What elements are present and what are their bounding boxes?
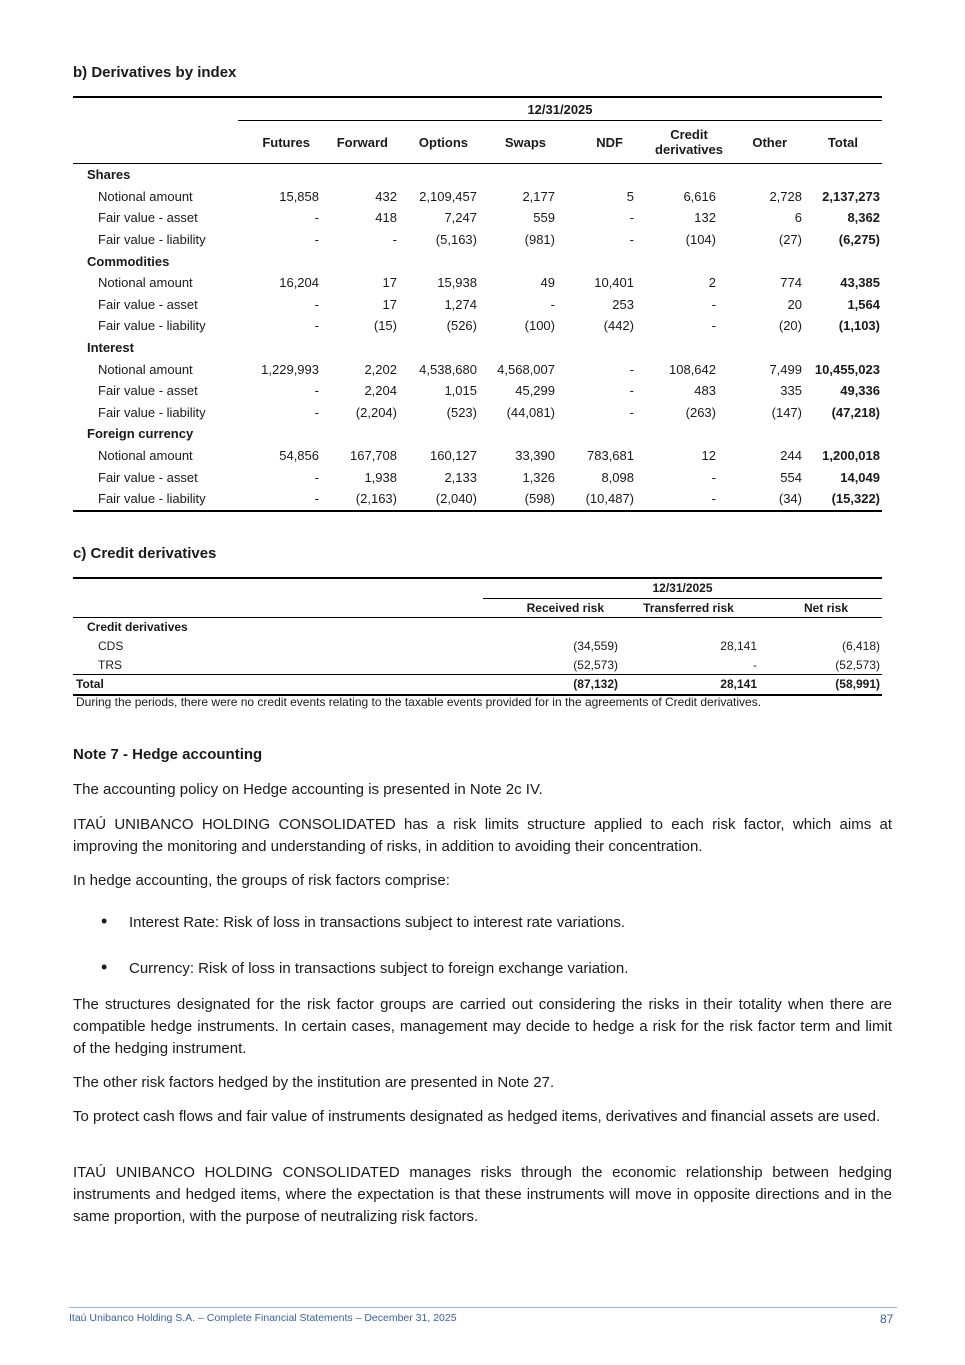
value-cell: 167,708 [350,448,397,464]
total-label: Total [73,674,483,694]
credit-column-header: Net risk [759,598,882,618]
value-cell: (27) [778,232,802,248]
credit-period-header: 12/31/2025 [483,578,882,598]
value-cell: - [711,318,716,334]
table-row [73,186,882,208]
value-cell: 5 [626,188,634,204]
value-cell: 20 [787,296,802,312]
row-label: Notional amount [98,361,193,377]
value-cell: 17 [382,296,397,312]
total-cell: (15,322) [805,488,882,511]
value-cell: 28,141 [720,639,757,654]
value-cell: 554 [780,469,802,485]
value-cell: 253 [612,296,634,312]
value-cell: (6,418) [841,639,880,654]
column-header: Swaps [480,121,558,164]
value-cell: (147) [771,404,802,420]
group-label: Shares [87,167,131,183]
table-row [73,466,882,488]
value-cell: - [314,469,319,485]
row-label: Fair value - liability [98,232,206,248]
total-cell: 28,141 [620,674,759,694]
row-label: Fair value - asset [98,210,198,226]
value-cell: - [711,469,716,485]
value-cell: (52,573) [835,657,880,672]
value-cell: (2,204) [355,404,397,420]
column-header: Other [727,121,805,164]
footer-divider [69,1307,897,1308]
value-cell: - [637,488,727,511]
value-cell: (981) [524,232,555,248]
value-cell: (526) [446,318,477,334]
value-cell: 2,133 [444,469,477,485]
note7-paragraph-4: The structures designated for the risk factor groups are carried out considering the risks in their totality when there are compatible hedge instruments. In certain cases, management may decide to hedge a risk for the risk factor term and limit of the hedging instrument. [73,996,892,1057]
table-row [73,488,882,511]
row-label: TRS [98,657,122,672]
table-row [73,229,882,251]
value-cell: 2 [708,275,716,291]
value-cell: - [314,318,319,334]
value-cell: - [753,657,757,672]
value-cell: 2,177 [522,188,555,204]
note7-paragraph-3: In hedge accounting, the groups of risk factors comprise: [73,872,450,889]
value-cell: 132 [694,210,716,226]
value-cell: 559 [533,210,555,226]
value-cell: 8,098 [601,469,634,485]
value-cell: - [314,210,319,226]
bullet-dot-icon: • [101,911,108,931]
value-cell: (2,163) [322,488,400,511]
group-row [73,164,882,186]
value-cell: 4,538,680 [419,361,477,377]
group-label: Credit derivatives [87,620,188,635]
value-cell: 7,247 [444,210,477,226]
note7-paragraph-2: ITAÚ UNIBANCO HOLDING CONSOLIDATED has a risk limits structure applied to each risk factor, which aims at improving the monitoring and understanding of risks, in addition to avoiding their concentration. [73,816,892,855]
group-label: Foreign currency [87,426,194,442]
group-row [73,337,882,359]
row-label: Notional amount [98,448,193,464]
value-cell: 7,499 [769,361,802,377]
value-cell: 4,568,007 [497,361,555,377]
column-header: NDF [558,121,637,164]
note7-paragraph-1: The accounting policy on Hedge accounting is presented in Note 2c IV. [73,781,543,798]
value-cell: 108,642 [669,361,716,377]
value-cell: - [629,383,634,399]
total-cell: (6,275) [838,232,880,248]
row-label: Fair value - liability [98,404,206,420]
total-cell: 2,137,273 [822,188,880,204]
value-cell: 432 [375,188,397,204]
column-header: Credit derivatives [637,121,727,164]
credit-events-note: During the periods, there were no credit events relating to the taxable events provided for in the agreements of Credit derivatives. [76,695,762,709]
value-cell: 418 [375,210,397,226]
value-cell: - [629,232,634,248]
value-cell: 2,728 [769,188,802,204]
value-cell: 45,299 [515,383,555,399]
group-row [73,423,882,445]
column-header: Total [805,121,882,164]
value-cell: 17 [382,275,397,291]
row-label: Fair value - asset [98,383,198,399]
value-cell: (104) [685,232,716,248]
total-cell: 1,564 [847,296,880,312]
value-cell: - [314,383,319,399]
section-b-heading: b) Derivatives by index [73,64,237,81]
credit-column-header: Transferred risk [620,598,759,618]
value-cell: 12 [701,448,716,464]
table-row [73,358,882,380]
table-row [73,294,882,316]
value-cell: 33,390 [515,448,555,464]
credit-column-header: Received risk [483,598,620,618]
row-label: Fair value - liability [73,488,238,511]
table-row [73,655,882,674]
value-cell: (34,559) [573,639,618,654]
derivatives-by-index-table [73,96,882,512]
value-cell: (2,040) [400,488,480,511]
row-label: Fair value - asset [98,469,198,485]
value-cell: (263) [685,404,716,420]
value-cell: 335 [780,383,802,399]
value-cell: 15,938 [437,275,477,291]
value-cell: 1,015 [444,383,477,399]
value-cell: (10,487) [558,488,637,511]
value-cell: 54,856 [279,448,319,464]
value-cell: 6,616 [683,188,716,204]
total-cell: 14,049 [840,469,880,485]
value-cell: 16,204 [279,275,319,291]
group-label: Interest [87,340,134,356]
value-cell: 1,274 [444,296,477,312]
column-header: Forward [322,121,400,164]
note7-paragraph-6: To protect cash flows and fair value of instruments designated as hedged items, derivatives and financial assets are used. [73,1108,881,1125]
value-cell: 10,401 [594,275,634,291]
value-cell: 2,202 [364,361,397,377]
value-cell: 2,109,457 [419,188,477,204]
value-cell: 2,204 [364,383,397,399]
value-cell: 6 [794,210,802,226]
total-cell: 8,362 [847,210,880,226]
note7-heading: Note 7 - Hedge accounting [73,746,263,763]
total-cell: 10,455,023 [814,361,880,377]
value-cell: - [392,232,397,248]
value-cell: (15) [373,318,397,334]
value-cell: 1,938 [364,469,397,485]
section-c-heading: c) Credit derivatives [73,545,217,562]
bullet-item: • Interest Rate: Risk of loss in transactions subject to interest rate variations. [101,911,626,931]
total-row [73,674,882,694]
row-label: Notional amount [98,275,193,291]
table-row [73,380,882,402]
value-cell: 483 [694,383,716,399]
value-cell: (34) [727,488,805,511]
value-cell: (523) [446,404,477,420]
page-number: 87 [880,1312,894,1326]
value-cell: 1,229,993 [261,361,319,377]
value-cell: (442) [603,318,634,334]
value-cell: - [550,296,555,312]
table-row [73,445,882,467]
value-cell: (100) [524,318,555,334]
value-cell: (5,163) [435,232,477,248]
value-cell: 783,681 [587,448,634,464]
row-label: Notional amount [98,188,193,204]
table-row [73,637,882,656]
table-row [73,402,882,424]
note7-paragraph-7: ITAÚ UNIBANCO HOLDING CONSOLIDATED manages risks through the economic relationship between hedging instruments and hedged items, where the expectation is that these instruments will move in opposite directions and in the same proportion, with the purpose of neutralizing risk factors. [73,1164,892,1225]
value-cell: - [629,210,634,226]
row-label: Fair value - liability [98,318,206,334]
value-cell: - [314,296,319,312]
value-cell: 774 [780,275,802,291]
total-cell: (87,132) [483,674,620,694]
total-cell: 49,336 [840,383,880,399]
value-cell: (52,573) [573,657,618,672]
group-row [73,618,882,637]
value-cell: 244 [780,448,802,464]
value-cell: 49 [540,275,555,291]
value-cell: - [629,404,634,420]
value-cell: 160,127 [430,448,477,464]
value-cell: (44,081) [506,404,555,420]
credit-derivatives-table [73,577,882,696]
value-cell: - [629,361,634,377]
total-cell: (47,218) [831,404,880,420]
column-header: Options [400,121,480,164]
period-header: 12/31/2025 [238,97,882,121]
column-header: Futures [238,121,322,164]
total-cell: (1,103) [838,318,880,334]
value-cell: - [314,232,319,248]
group-row [73,250,882,272]
table-row [73,315,882,337]
value-cell: (20) [778,318,802,334]
bullet-dot-icon: • [101,957,108,977]
value-cell: - [711,296,716,312]
group-label: Commodities [87,253,170,269]
table-row [73,207,882,229]
note7-paragraph-5: The other risk factors hedged by the institution are presented in Note 27. [73,1074,555,1091]
row-label: Fair value - asset [98,296,198,312]
value-cell: - [314,404,319,420]
value-cell: 15,858 [279,188,319,204]
footer-text: Itaú Unibanco Holding S.A. – Complete Financial Statements – December 31, 2025 [69,1312,457,1324]
value-cell: (598) [480,488,558,511]
row-label: CDS [98,639,124,654]
table-row [73,272,882,294]
bullet-item: • Currency: Risk of loss in transactions subject to foreign exchange variation. [101,957,629,977]
total-cell: 1,200,018 [822,448,880,464]
value-cell: - [238,488,322,511]
value-cell: 1,326 [522,469,555,485]
total-cell: 43,385 [840,275,880,291]
total-cell: (58,991) [759,674,882,694]
